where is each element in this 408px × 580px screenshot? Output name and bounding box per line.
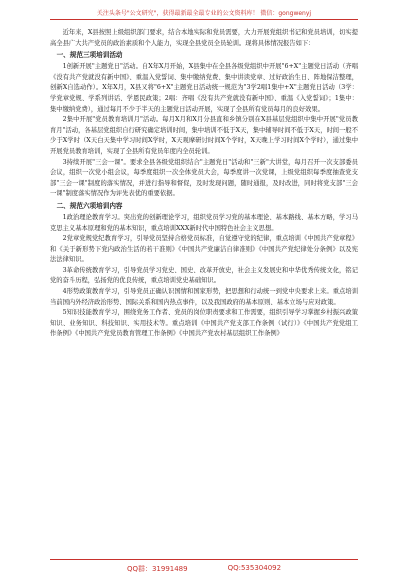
section-2-paragraph-1: 1政治理论教育学习。突出党的创新理论学习，组织党员学习党的基本理论、基本路线、基本方略，学习马克思主义基本原理和党的基本知识，重点培训XXX新时代中国特色社会主义思想。 <box>50 213 358 232</box>
footer-qq: QQ:535304092 <box>227 564 282 572</box>
section-2-paragraph-3: 3革命传统教育学习，引导党员学习党史、国史、改革开放史，社会主义发展史和中华优秀传统文化，铭记党的奋斗历程，弘扬党的优良传统，重点培训党史基础知识。 <box>50 266 358 285</box>
section-1-paragraph-2: 2集中开展"党员教育培训月"活动。每月X月和X月分县直和乡镇分别在X县基层党组织中集中开展"党员教育月"活动，各基层党组织自行研究确定培训时间，集中培训不低于X天，集中辅导时间不低于X天，时间一般不少于X学时（X天白天集中学习时间X学时，X天观摩研讨时间X个学时，X天晚上学习时间X个学时），通过集中开展党员教育培训，实现了全县所有党员年度内全员轮训。 <box>50 116 358 155</box>
section-1-paragraph-3: 3持续开展"三会一课"。要求全县各级党组织结合"主题党日"活动和"三新"大讲堂，每月召开一次支部委员会议，组织一次党小组会议，每季度组织一次全体党员大会，每季度讲一次党课，上级党组织每季度抽查党支部"三会一课"制度的落实情况，并进行指导和督促，及时发现问题，随时通报，及时改进，同时将党支部"三会一课"制度落实情况作为评先表优的重要依据。 <box>50 158 358 198</box>
section-1-paragraph-1: 1创新开展"主题党日"活动。自X年X月开始，X县集中在全县各级党组织中开展"6+X"主题党日活动（齐唱《没有共产党就没有新中国》、重温入党誓词、集中缴纳党费、集中讲读党章、过好政治生日、阵地保洁整理，创新X自选动作）。X年X月，X县又将"6+X"主题党日活动统一规范为"3学2唱1集中+X"主题党日活动（3学：学党章党规、学系列讲话、学恩民政策；2唱：齐唱《没有共产党就没有新中国》、重温《入党誓词》；1集中：集中缴纳党费），通过每月不少于半天的主题党日活动开展，实现了全县所有党员每月的良好效果。 <box>50 63 358 113</box>
footer-contact <box>50 559 358 574</box>
footer-qq-group: QQ群：31991489 <box>126 565 188 573</box>
section-2-paragraph-4: 4形势政策教育学习，引导党员正确认识国情和国家形势，把思想和行动统一到党中央要求上来。重点培训当前国内外经济政治形势、国际关系和国内热点事件，以及我国政府的基本原则、基本立场与应对政策。 <box>50 288 358 306</box>
section-2-paragraph-5: 5知识技能教育学习，围绕党务工作者、党员的岗位职责要求和工作需要，组织引导学习掌握乡村振兴政策知识、业务知识、科技知识、实用技术等。重点培训《中国共产党支部工作条例（试行）》《中国共产党党组工作条例》《中国共产党党员教育管理工作条例》《中国共产党农村基层组织工作条例》 <box>50 309 358 338</box>
header-banner: 关注头条号"公文研究"，获得最新最全最专业的公文资料库！ 微信：gongwenyj <box>50 8 358 20</box>
intro-paragraph: 近年来，X县按照上级组织部门要求，结合本地实际和党员需要，大力开展党组织书记和党员培训，切实提高全县广大共产党员的政治素质和个人能力，实现全县党员全员轮训。现将具体情况报告如下： <box>50 29 358 47</box>
section-2-paragraph-2: 2党章党规党纪教育学习，引导党员坚持合格党员标准，自觉遵守党的纪律，重点培训《中国共产党章程》和《关于新形势下党内政治生活的若干准则》《中国共产党廉洁自律准则》《中国共产党纪律处分条例》以及宪法法律知识。 <box>50 235 358 264</box>
section-2-title: 二、规范六项培训内容 <box>56 201 123 210</box>
section-1-title: 一、规范三项培训活动 <box>56 51 123 60</box>
